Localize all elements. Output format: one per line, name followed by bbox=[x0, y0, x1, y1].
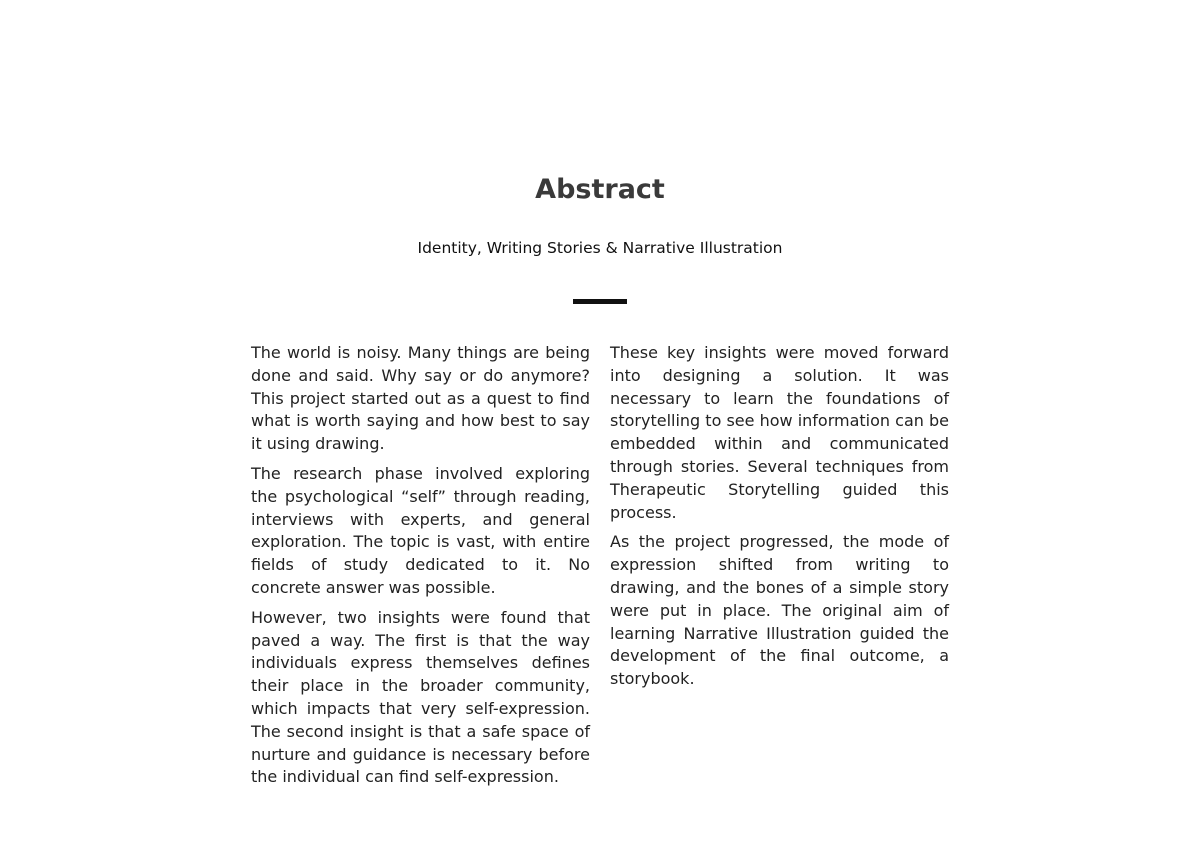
paragraph: These key insights were moved forward into designing a solution. It was necessary to learn the foundations of storytelling to see how information can be embedded within and communicated through stories. Several techniques from Therapeutic Storytelling guided this process. bbox=[610, 343, 949, 522]
left-column bbox=[251, 342, 590, 796]
page-subtitle: Identity, Writing Stories & Narrative Illustration bbox=[417, 239, 783, 257]
paragraph: The research phase involved exploring the psychological “self” through reading, interviews with experts, and general exploration. The topic is vast, with entire fields of study dedicated to it. No concrete answer was possible. bbox=[251, 463, 590, 597]
title-divider bbox=[573, 299, 627, 304]
paragraph: The world is noisy. Many things are being done and said. Why say or do anymore? This project started out as a quest to find what is worth saying and how best to say it using drawing. bbox=[251, 343, 590, 454]
page-title: Abstract bbox=[535, 174, 665, 205]
right-column bbox=[610, 342, 949, 698]
paragraph: However, two insights were found that paved a way. The first is that the way individuals express themselves defines their place in the broader community, which impacts that very self-expression. The second insight is that a safe space of nurture and guidance is necessary before the individual can find self-expression. bbox=[251, 607, 590, 787]
paragraph: As the project progressed, the mode of expression shifted from writing to drawing, and the bones of a simple story were put in place. The original aim of learning Narrative Illustration guided the development of the final outcome, a storybook. bbox=[610, 532, 949, 689]
